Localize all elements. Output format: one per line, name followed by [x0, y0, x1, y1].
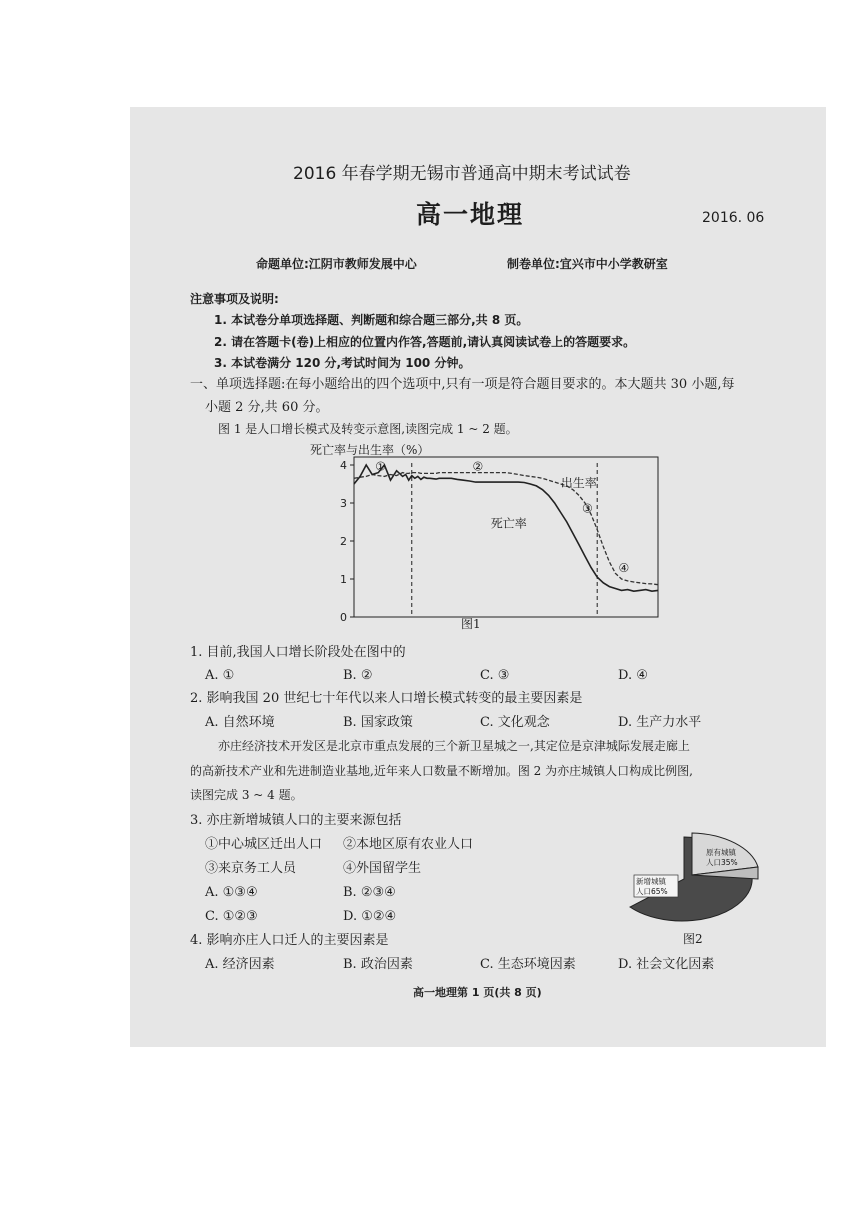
q4-stem: 4. 影响亦庄人口迁人的主要因素是	[190, 933, 389, 948]
death-rate-label: 死亡率	[490, 516, 527, 531]
section-heading	[190, 377, 734, 393]
pie-label-new: 新增城镇	[636, 877, 666, 886]
figure1-chart	[330, 452, 670, 642]
section-note: 小题 2 分,共 60 分。	[205, 400, 329, 415]
q3-item: ①中心城区迁出人口	[205, 837, 323, 852]
q1-option-d: D. ④	[618, 668, 648, 683]
page-footer: 高一地理第 1 页(共 8 页)	[413, 986, 542, 999]
passage-line: 读图完成 3 ~ 4 题。	[190, 788, 303, 802]
pie-label-old: 人口35%	[706, 858, 738, 867]
q3-item: ④外国留学生	[343, 861, 422, 876]
exam-date: 2016. 06	[702, 210, 765, 226]
stage-label: ②	[472, 459, 484, 474]
q1-option-b: B. ②	[343, 668, 373, 683]
y-tick-label: 0	[340, 611, 347, 624]
q2-option-d: D. 生产力水平	[618, 715, 702, 730]
pie-label-old: 原有城镇	[706, 848, 736, 857]
q3-item: ③来京务工人员	[205, 861, 297, 876]
q2-option-c: C. 文化观念	[480, 715, 550, 730]
maker-unit: 制卷单位:宜兴市中小学教研室	[507, 257, 668, 271]
y-tick-label: 1	[340, 573, 347, 586]
passage-line: 的高新技术产业和先进制造业基地,近年来人口数量不断增加。图 2 为亦庄城镇人口构成比例图,	[190, 764, 693, 778]
figure1-caption: 图1	[461, 617, 481, 631]
q2-option-a: A. 自然环境	[205, 715, 275, 730]
plot-frame	[354, 457, 658, 617]
birth-rate-label: 出生率	[560, 476, 597, 491]
q2-option-b: B. 国家政策	[343, 715, 413, 730]
q4-option-d: D. 社会文化因素	[618, 957, 715, 972]
subject-title: 高一地理	[416, 200, 525, 229]
q4-option-b: B. 政治因素	[343, 957, 413, 972]
figure2-pie	[612, 829, 762, 924]
exam-page	[130, 107, 826, 1047]
note-item: 1. 本试卷分单项选择题、判断题和综合题三部分,共 8 页。	[214, 313, 529, 327]
q1-stem: 1. 目前,我国人口增长阶段处在图中的	[190, 645, 406, 660]
q3-option-b: B. ②③④	[343, 885, 396, 900]
figure1-ylabel: 死亡率与出生率（%）	[310, 443, 430, 457]
note-item: 3. 本试卷满分 120 分,考试时间为 100 分钟。	[214, 356, 471, 370]
y-tick-label: 2	[340, 535, 347, 548]
y-tick-label: 4	[340, 459, 347, 472]
q3-item: ②本地区原有农业人口	[343, 837, 474, 852]
q1-option-a: A. ①	[205, 668, 235, 683]
q3-stem: 3. 亦庄新增城镇人口的主要来源包括	[190, 813, 402, 828]
q2-stem: 2. 影响我国 20 世纪七十年代以来人口增长模式转变的最主要因素是	[190, 691, 583, 706]
figure1-intro: 图 1 是人口增长模式及转变示意图,读图完成 1 ~ 2 题。	[218, 422, 518, 436]
q1-option-c: C. ③	[480, 668, 510, 683]
q3-option-a: A. ①③④	[205, 885, 258, 900]
q4-option-a: A. 经济因素	[205, 957, 275, 972]
y-tick-label: 3	[340, 497, 347, 510]
note-item: 2. 请在答题卡(卷)上相应的位置内作答,答题前,请认真阅读试卷上的答题要求。	[214, 335, 636, 349]
stage-label: ④	[618, 561, 630, 576]
stage-label: ③	[582, 501, 593, 516]
q4-option-c: C. 生态环境因素	[480, 957, 576, 972]
passage-line: 亦庄经济技术开发区是北京市重点发展的三个新卫星城之一,其定位是京津城际发展走廊上	[218, 739, 690, 753]
section-heading-bold: 一、单项选择题:在每小题给出的四个选项中,只有一项是符合题目要求的。本大题共 30 小题,每	[190, 377, 735, 392]
figure2-caption: 图2	[683, 932, 703, 946]
notes-heading: 注意事项及说明:	[190, 292, 279, 306]
setter-unit: 命题单位:江阴市教师发展中心	[256, 257, 417, 271]
q3-option-d: D. ①②④	[343, 909, 397, 924]
pie-label-new: 人口65%	[636, 887, 668, 896]
exam-title: 2016 年春学期无锡市普通高中期末考试试卷	[293, 164, 631, 184]
q3-option-c: C. ①②③	[205, 909, 258, 924]
stage-label: ①	[375, 459, 387, 474]
